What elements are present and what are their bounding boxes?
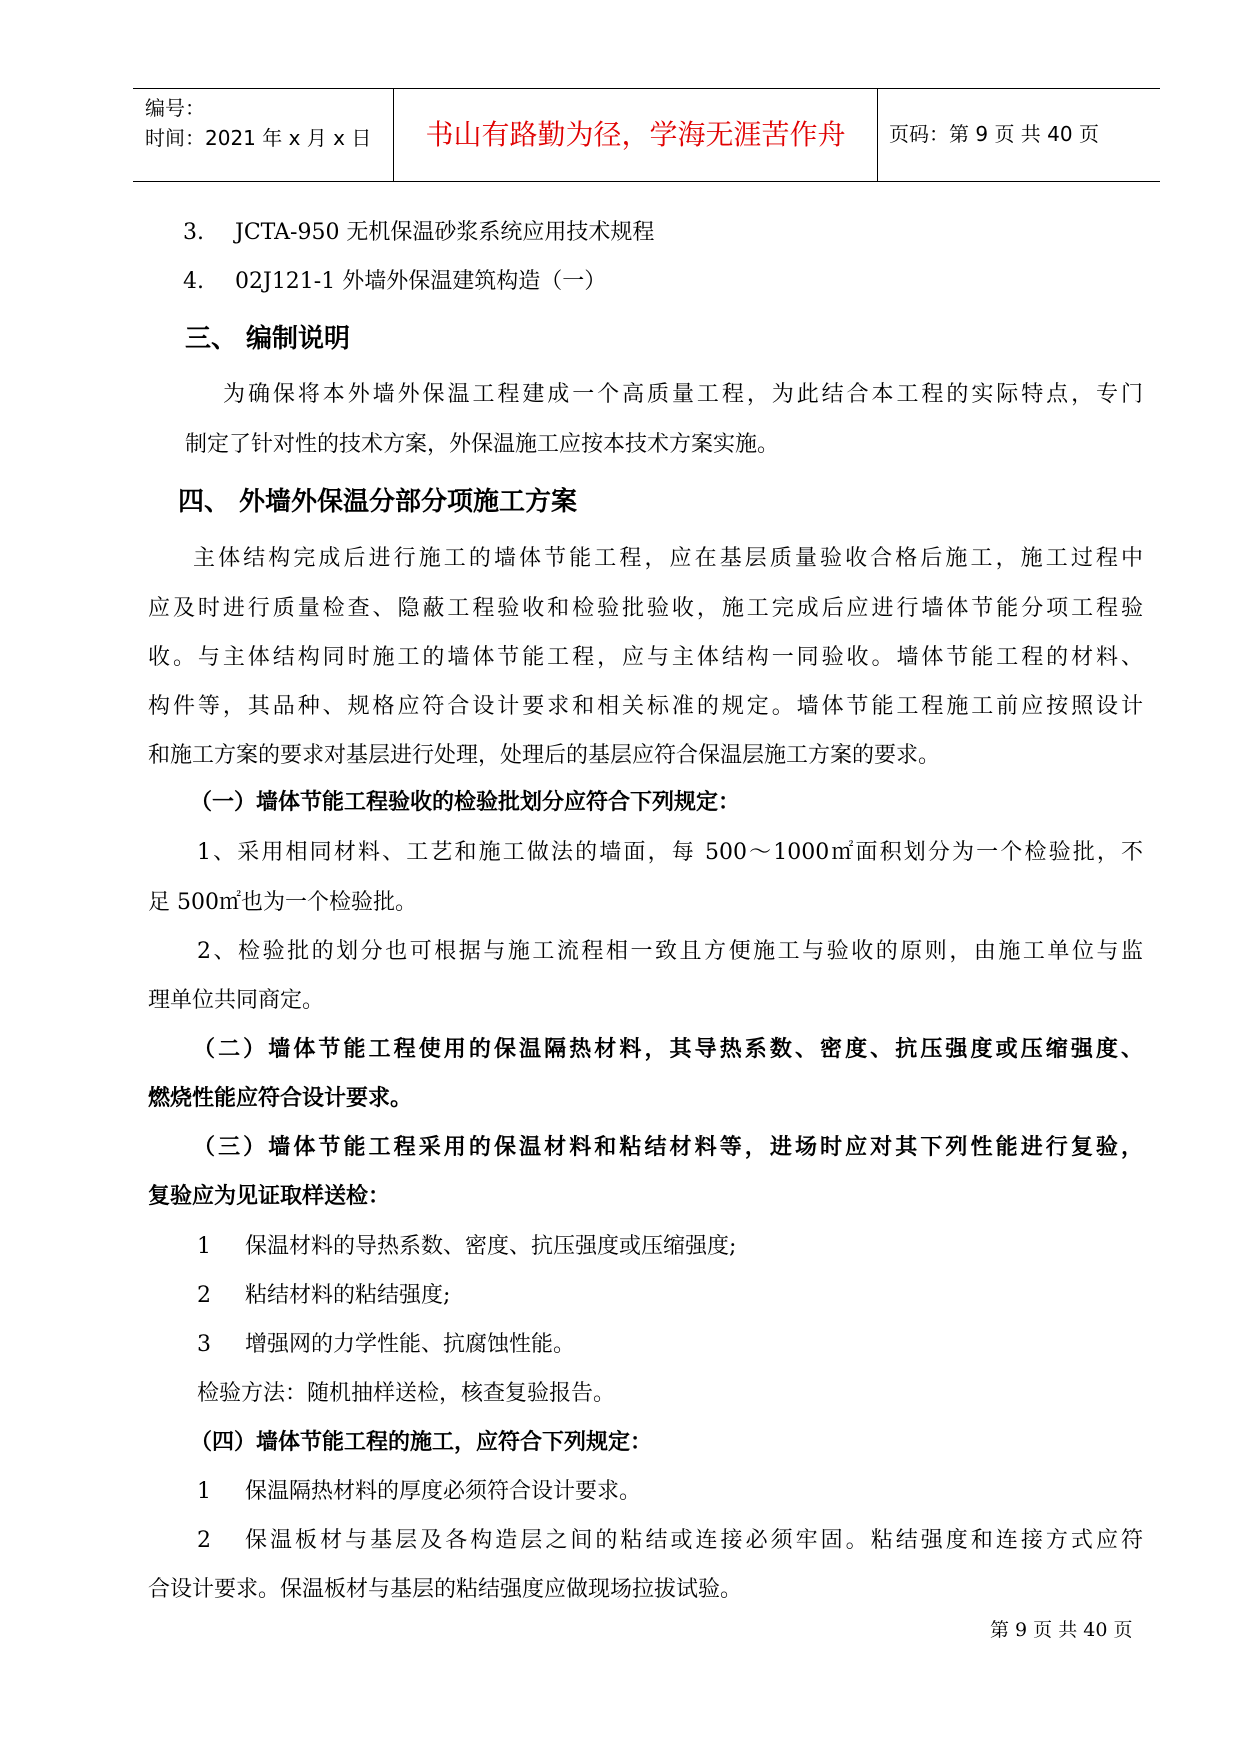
item-number: 1	[197, 1234, 211, 1259]
subsection-2-line: 燃烧性能应符合设计要求。	[148, 1086, 413, 1111]
item-text: 保温板材与基层及各构造层之间的粘结或连接必须牢固。粘结强度和连接方式应符	[245, 1528, 1143, 1553]
header-left-cell	[145, 93, 371, 153]
subsection-1-item-1-line: 1、采用相同材料、工艺和施工做法的墙面，每 500～1000㎡面积划分为一个检验批，不	[197, 840, 1143, 865]
subsection-3-line: （三）墙体节能工程采用的保温材料和粘结材料等，进场时应对其下列性能进行复验，	[193, 1135, 1143, 1160]
item-number: 1	[197, 1479, 211, 1504]
item-number: 2	[197, 1283, 211, 1308]
item-text: 增强网的力学性能、抗腐蚀性能。	[245, 1332, 576, 1357]
subsection-3-line: 复验应为见证取样送检：	[148, 1184, 391, 1209]
item-text: 保温隔热材料的厚度必须符合设计要求。	[245, 1479, 642, 1504]
section-4-intro-line: 和施工方案的要求对基层进行处理，处理后的基层应符合保温层施工方案的要求。	[148, 743, 941, 768]
subsection-1-title: （一）墙体节能工程验收的检验批划分应符合下列规定：	[190, 790, 741, 815]
item-number: 3	[197, 1332, 211, 1357]
header-table	[133, 88, 1160, 182]
standard-number: 4.	[183, 269, 204, 294]
subsection-4-title: （四）墙体节能工程的施工，应符合下列规定：	[190, 1430, 653, 1455]
subsection-3-item	[197, 1330, 575, 1360]
standard-text: JCTA-950 无机保温砂浆系统应用技术规程	[235, 220, 655, 245]
subsection-2-line: （二）墙体节能工程使用的保温隔热材料，其导热系数、密度、抗压强度或压缩强度、	[193, 1037, 1143, 1062]
section-4-heading: 四、 外墙外保温分部分项施工方案	[178, 487, 578, 517]
subsection-3-item	[197, 1281, 450, 1311]
section-3-paragraph-line: 制定了针对性的技术方案，外保温施工应按本技术方案实施。	[185, 432, 780, 457]
header-time-label: 时间：2021 年 x 月 x 日	[145, 126, 372, 150]
page-footer: 第 9 页 共 40 页	[990, 1619, 1133, 1641]
check-method: 检验方法：随机抽样送检，核查复验报告。	[197, 1381, 616, 1406]
section-4-intro-line: 应及时进行质量检查、隐蔽工程验收和检验批验收，施工完成后应进行墙体节能分项工程验	[148, 596, 1143, 621]
subsection-1-item-1-line: 足 500㎡也为一个检验批。	[148, 890, 417, 915]
standard-number: 3.	[183, 220, 204, 245]
standard-item	[183, 267, 606, 297]
standard-text: 02J121-1 外墙外保温建筑构造（一）	[235, 269, 607, 294]
standard-item	[183, 218, 654, 248]
subsection-4-item	[197, 1477, 641, 1507]
header-middle-cell	[393, 89, 878, 181]
item-number: 2	[197, 1528, 211, 1553]
section-4-intro-line: 构件等，其品种、规格应符合设计要求和相关标准的规定。墙体节能工程施工前应按照设计	[148, 694, 1143, 719]
subsection-4-item-continuation: 合设计要求。保温板材与基层的粘结强度应做现场拉拔试验。	[148, 1577, 743, 1602]
header-page-code: 页码：第 9 页 共 40 页	[889, 122, 1099, 146]
section-4-intro-line: 主体结构完成后进行施工的墙体节能工程，应在基层质量验收合格后施工，施工过程中	[193, 546, 1143, 571]
header-motto: 书山有路勤为径，学海无涯苦作舟	[425, 118, 846, 151]
subsection-1-item-2-line: 2、检验批的划分也可根据与施工流程相一致且方便施工与验收的原则，由施工单位与监	[197, 939, 1143, 964]
subsection-4-item	[197, 1526, 1143, 1556]
item-text: 粘结材料的粘结强度;	[245, 1283, 451, 1308]
item-text: 保温材料的导热系数、密度、抗压强度或压缩强度;	[245, 1234, 737, 1259]
header-number-label: 编号：	[145, 96, 205, 120]
section-4-intro-line: 收。与主体结构同时施工的墙体节能工程，应与主体结构一同验收。墙体节能工程的材料、	[148, 645, 1143, 670]
subsection-3-item	[197, 1232, 736, 1262]
subsection-1-item-2-line: 理单位共同商定。	[148, 988, 325, 1013]
section-3-heading: 三、 编制说明	[185, 324, 351, 354]
section-3-paragraph-line: 为确保将本外墙外保温工程建成一个高质量工程，为此结合本工程的实际特点，专门	[223, 382, 1143, 407]
